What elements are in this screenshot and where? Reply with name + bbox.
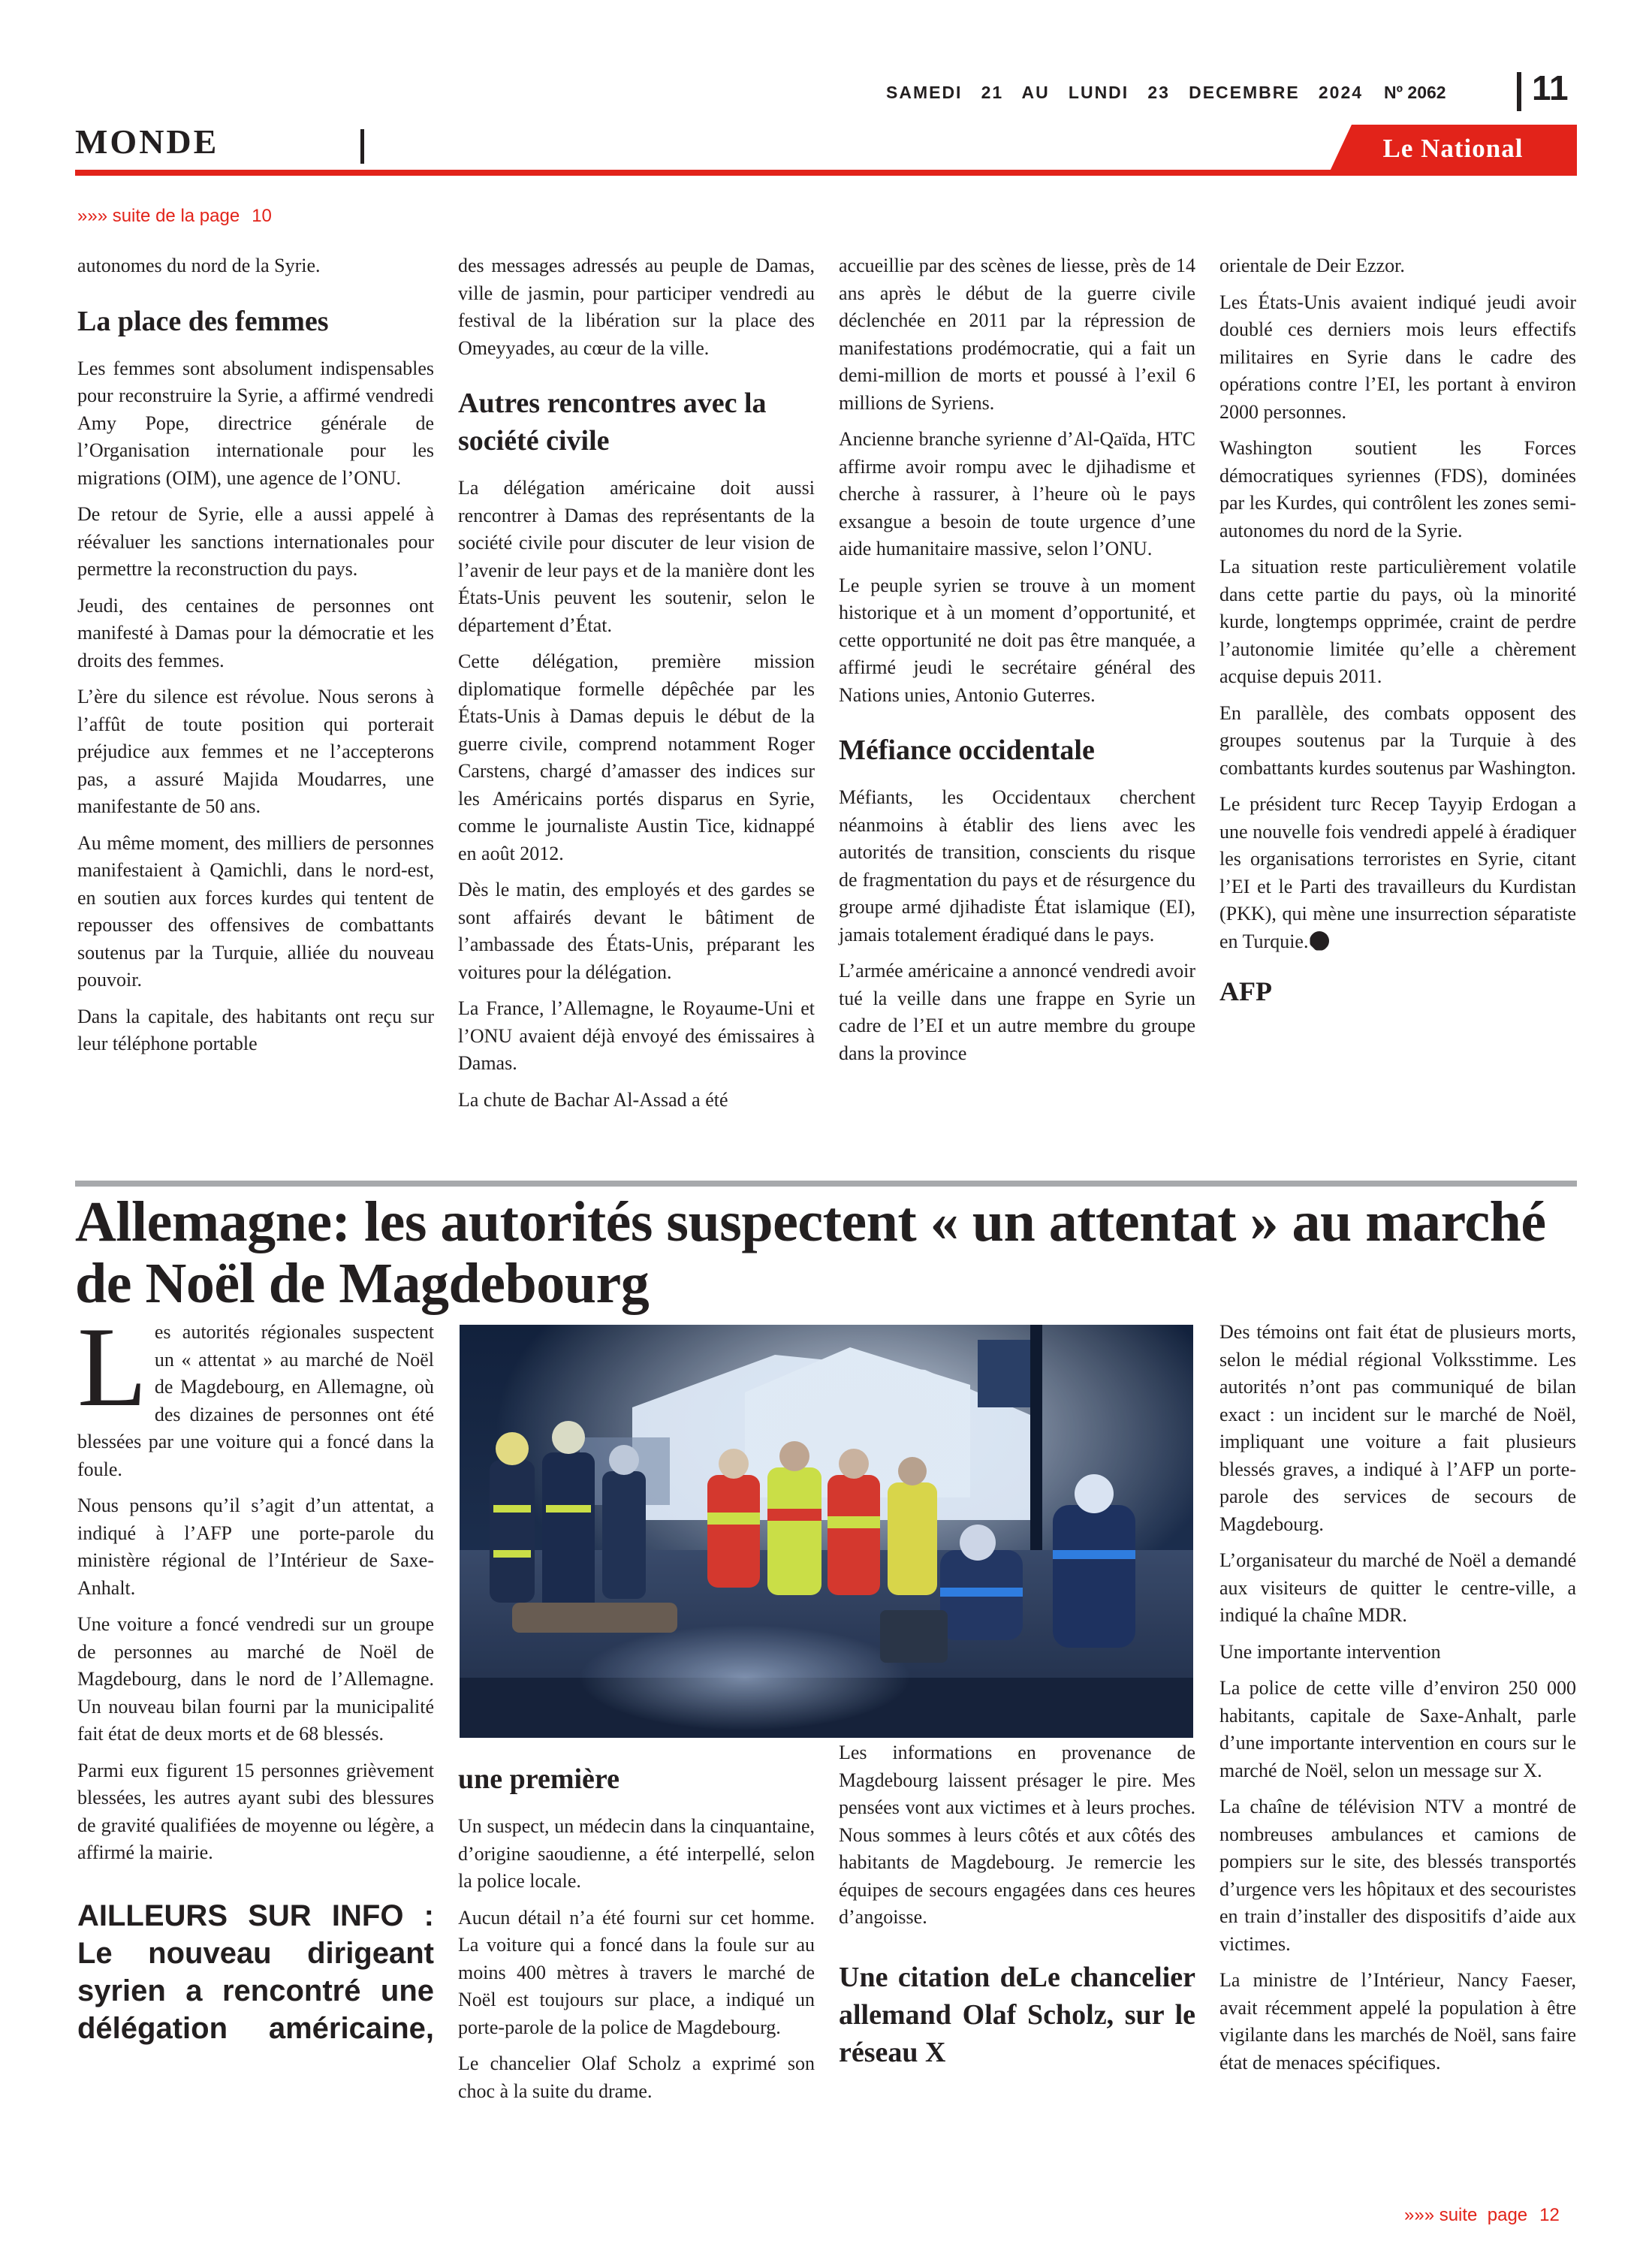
paragraph [77,1304,434,1483]
paragraph: La chute de Bachar Al-Assad a été [458,1088,728,1111]
paragraph: Les États-Unis avaient indiqué jeudi avoir doublé ces derniers mois leurs effectifs militaires en Syrie dans le cadre des opérations contre l’EI, les portant à environ 2000 personnes. [1219,291,1576,423]
paragraph: En parallèle, des combats opposent des groupes soutenus par la Turquie à des combattants kurdes soutenus par Washington. [1219,701,1576,779]
paragraph: Washington soutient les Forces démocratiques syriennes (FDS), dominées par les Kurdes, qui contrôlent les zones semi-autonomes du nord de la Syrie. [1219,437,1576,541]
paragraph: Aucun détail n’a été fourni sur cet homme. La voiture qui a foncé dans la foule sur au moins 400 mètres à travers le marché de Noël est toujours sur place, a indiqué un porte-parole de la police de Magdebourg. [458,1906,815,2038]
subheading-femmes: La place des femmes [77,305,329,337]
paragraph: L’ère du silence est révolue. Nous serons à l’affût de toute position qui porterait préjudice aux femmes et ne l’accepterons pas, a assuré Majida Moudarres, une manifestante de 50 ans. [77,686,434,817]
rescue-photo [460,1325,1193,1738]
paragraph: Les informations en provenance de Magdebourg laissent présager le pire. Mes pensées vont aux victimes et à leurs proches. Nous sommes à leurs côtés et aux côtés des habitants de Magdebourg. Je remercie les équipes de secours engagées dans ces heures d’angoisse. [839,1742,1195,1928]
paragraph: Dès le matin, des employés et des gardes se sont affairés devant le bâtiment de l’ambassade des États-Unis, préparant les voitures pour la délégation. [458,879,815,983]
paragraph: Une voiture a foncé vendredi sur un groupe de personnes au marché de Noël de Magdebourg, dans le nord de l’Allemagne. Un nouveau bilan fourni par la municipalité fait état de deux morts et de 68 blessés. [77,1613,434,1745]
newspaper-brand: Le National [1382,134,1524,163]
paragraph: La situation reste particulièrement volatile dans cette partie du pays, où la minorité kurde, longtemps opprimée, craint de perdre l’autonomie limitée qu’elle a chèrement acquise depuis 2011. [1219,556,1576,687]
article-separator [75,1181,1577,1187]
paragraph: La ministre de l’Intérieur, Nancy Faeser, avait récemment appelé la population à être vigilante dans les marchés de Noël, sans faire état de menaces spécifiques. [1219,1969,1576,2074]
drop-cap: L [77,1304,147,1430]
paragraph: L’organisateur du marché de Noël a demandé aux visiteurs de quitter le centre-ville, a indiqué la chaîne MDR. [1219,1549,1576,1626]
header-divider [1517,72,1521,111]
paragraph: Un suspect, un médecin dans la cinquantaine, d’origine saoudienne, a été interpellé, selon la police locale. [458,1815,815,1892]
article1-column-3 [839,252,1195,1076]
article2-column-4 [1219,1319,1576,2086]
issue-number: Nº 2062 [1384,83,1446,102]
end-mark-icon [1310,931,1329,951]
paragraph: La police de cette ville d’environ 250 000 habitants, capitale de Saxe-Anhalt, parle d’une importante intervention en cours sur le marché de Noël, selon un message sur X. [1219,1677,1576,1781]
article1-column-4 [1219,252,1576,1006]
paragraph: Cette délégation, première mission diplomatique formelle dépêchée par les États-Unis à Damas depuis le début de la guerre civile, comprend notamment Roger Carstens, chargé d’amasser des indices sur les Américains portés disparus en Syrie, comme le journaliste Austin Tice, kidnappé en août 2012. [458,650,815,864]
article1-column-2 [458,252,815,1123]
subheading-mefiance: Méfiance occidentale [839,734,1095,766]
paragraph: Le peuple syrien se trouve à un moment historique et à un moment d’opportunité, et cette opportunité ne doit pas être manquée, a affirmé jeudi le secrétaire général des Nations unies, Antonio Guterres. [839,574,1195,706]
paragraph [1219,791,1576,955]
paragraph: La France, l’Allemagne, le Royaume-Uni et l’ONU avaient déjà envoyé des émissaires à Damas. [458,997,815,1074]
article1-column-1 [77,252,434,1067]
continued-on-label: »»» suite page [1404,2205,1528,2225]
paragraph: Le chancelier Olaf Scholz a exprimé son choc à la suite du drame. [458,2052,815,2102]
paragraph: Ancienne branche syrienne d’Al-Qaïda, HTC affirme avoir rompu avec le djihadisme et cherche à rassurer, à l’heure où le pays exsangue a besoin de toute urgence d’une aide humanitaire massive, selon l’ONU. [839,428,1195,559]
quote-heading: Une citation deLe chancelier allemand Olaf Scholz, sur le réseau X [839,1961,1195,2068]
paragraph: Nous pensons qu’il s’agit d’un attentat, a indiqué à l’AFP une porte-parole du ministère régional de l’Intérieur de Saxe-Anhalt. [77,1494,434,1599]
continued-on[interactable] [1404,2205,1560,2226]
paragraph: La délégation américaine doit aussi rencontrer à Damas des représentants de la société civile pour discuter de leur vision de l’avenir de leur pays et de la manière dont les États-Unis peuvent les soutenir, selon le département d’État. [458,477,815,636]
paragraph-text: es autorités régionales suspectent un « attentat » au marché de Noël de Magdebourg, en Allemagne, où des dizaines de personnes ont été blessées par une voiture qui a foncé dans la foule. [77,1321,434,1480]
subheading-premiere: une première [458,1763,620,1795]
paragraph: des messages adressés au peuple de Damas, ville de jasmin, pour participer vendredi au festival de la libération sur la place des Omeyyades, au cœur de la ville. [458,255,815,359]
paragraph: Les femmes sont absolument indispensables pour reconstruire la Syrie, a affirmé vendredi Amy Pope, directrice générale de l’Organisation internationale pour les migrations (OIM), une agence de l’ONU. [77,357,434,489]
related-article-link[interactable]: AILLEURS SUR INFO : Le nouveau dirigeant syrien a rencontré une délégation américaine, [77,1899,434,2045]
paragraph: Au même moment, des milliers de personnes manifestaient à Qamichli, dans le nord-est, en soutien aux forces kurdes qui tentent de repousser des offensives de combattants soutenus par la Turquie, alliée du nouveau pouvoir. [77,831,434,991]
article2-headline: Allemagne: les autorités suspectent « un attentat » au marché de Noël de Magdebourg [75,1190,1546,1315]
article2-column-2 [458,1739,815,2114]
paragraph: De retour de Syrie, elle a aussi appelé à réévaluer les sanctions internationales pour permettre la reconstruction du pays. [77,503,434,580]
paragraph: L’armée américaine a annoncé vendredi avoir tué la veille dans une frappe en Syrie un cadre de l’EI et un autre membre du groupe dans la province [839,960,1195,1064]
paragraph: La chaîne de télévision NTV a montré de nombreuses ambulances et camions de pompiers sur le site, des blessés transportés d’urgence vers les hôpitaux et des secouristes en train d’installer des dispositifs d’aide aux victimes. [1219,1796,1576,1955]
article2-column-1 [77,1304,434,2056]
paragraph: Méfiants, les Occidentaux cherchent néanmoins à établir des liens avec les autorités de transition, conscients du risque de fragmentation du pays et de résurgence du groupe armé djihadiste État islamique (EI), jamais totalement éradiqué dans le pays. [839,786,1195,946]
paragraph-text: Le président turc Recep Tayyip Erdogan a une nouvelle fois vendredi appelé à éradiquer les organisations terroristes en Syrie, citant l’EI et le Parti des travailleurs du Kurdistan (PKK), qui mène une insurrection séparatiste en Turquie. [1219,793,1576,952]
article-signature: AFP [1219,976,1272,1006]
continued-on-page: 12 [1539,2205,1560,2225]
issue-date: SAMEDI 21 AU LUNDI 23 DECEMBRE 2024 [886,83,1364,102]
section-divider [360,129,364,164]
rescue-scene-image [460,1325,1193,1738]
continued-from-label: »»» suite de la page [77,206,240,226]
paragraph: Dans la capitale, des habitants ont reçu sur leur téléphone portable [77,1005,434,1054]
continued-from-page: 10 [252,206,272,226]
paragraph: Parmi eux figurent 15 personnes grièvement blessées, les autres ayant subi des blessures de gravité qualifiées de moyenne ou légère, a affirmé la mairie. [77,1759,434,1863]
paragraph: accueillie par des scènes de liesse, près de 14 ans après le début de la guerre civile déclenchée en 2011 par la répression de manifestations prodémocratie, qui a fait un demi-million de morts et poussé à l’exil 6 millions de Syriens. [839,255,1195,414]
paragraph: Jeudi, des centaines de personnes ont manifesté à Damas pour la démocratie et les droits des femmes. [77,594,434,671]
paragraph: Des témoins ont fait état de plusieurs morts, selon le médial régional Volksstimme. Les autorités n’ont pas communiqué de bilan exact : un incident sur le marché de Noël, impliquant une voiture a fait plusieurs blessés graves, a indiqué à l’AFP un porte-parole des services de secours de Magdebourg. [1219,1321,1576,1535]
paragraph: Une importante intervention [1219,1640,1441,1663]
subheading-rencontres: Autres rencontres avec la société civile [458,388,767,457]
paragraph: orientale de Deir Ezzor. [1219,255,1405,276]
article2-column-3 [839,1739,1195,2080]
section-title: MONDE [75,122,219,161]
page-number: 11 [1532,68,1569,107]
continued-from [77,206,272,227]
paragraph: autonomes du nord de la Syrie. [77,255,321,276]
